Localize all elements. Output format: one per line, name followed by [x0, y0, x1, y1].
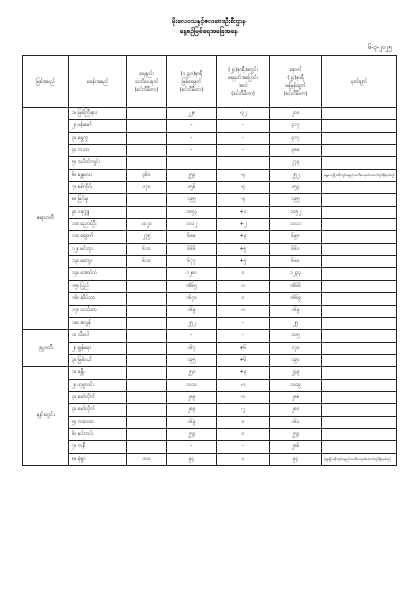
remark-cell [322, 428, 397, 440]
forecast-cell: ၂၅၄ [270, 428, 322, 440]
change-cell: +၃ [217, 231, 270, 243]
danger-level-cell [127, 404, 167, 416]
forecast-cell: ၁၁၁၁ [270, 219, 322, 231]
previous-level-cell: ၁၂၈၀ [167, 268, 217, 280]
forecast-cell: ၁၅၃ [270, 182, 322, 194]
forecast-cell: ၆၈၀ [270, 256, 322, 268]
change-cell: -၃၂ [217, 108, 270, 120]
change-cell: -၁ [217, 305, 270, 317]
station-cell: ၃။ မြစ်ငယ် [69, 354, 127, 366]
previous-level-cell: ၁၀၅၃ [167, 206, 217, 218]
previous-level-cell: ၂၅၂ [167, 317, 217, 329]
remark-cell [322, 194, 397, 206]
danger-level-cell [127, 428, 167, 440]
danger-level-cell [127, 391, 167, 403]
danger-level-cell [127, 441, 167, 453]
danger-level-cell: ၂၇၅ [127, 231, 167, 243]
forecast-cell: ၃၈၈ [270, 145, 322, 157]
page-title: မိုးလေဝသနှင့်ဇလဗေဒဦးစီးဌာန [171, 17, 246, 25]
change-cell: - [217, 145, 270, 157]
danger-level-cell [127, 330, 167, 342]
previous-level-cell: ၂၈၉ [167, 391, 217, 403]
change-cell: +၅ [217, 256, 270, 268]
remark-cell [322, 132, 397, 144]
region-cell: ဧရာဝတီ [23, 108, 69, 330]
remark-cell [322, 293, 397, 305]
change-cell: - [217, 317, 270, 329]
forecast-cell: ၁၆၉ [270, 305, 322, 317]
table-row [23, 169, 397, 181]
forecast-cell: ၂၄၉ [270, 367, 322, 379]
change-cell: ၀ [217, 453, 270, 465]
header-region: မြစ်အမည် [23, 56, 69, 108]
station-cell: ၁။ ခန္တီး [69, 367, 127, 379]
danger-level-cell: ၁၀၀ [127, 453, 167, 465]
remark-cell [322, 145, 397, 157]
region-cell: ချင်းတွင်း [23, 367, 69, 466]
remark-cell [322, 108, 397, 120]
station-cell: ၁။ မြစ်ကြီးနား [69, 108, 127, 120]
header-station: စခန်းအမည် [69, 56, 127, 108]
remark-cell [322, 219, 397, 231]
table-row [23, 182, 397, 194]
previous-level-cell: - [167, 120, 217, 132]
page-subtitle: နေ့စဉ်မြစ်ရေအခြေအနေ [179, 27, 238, 35]
table-row [23, 132, 397, 144]
remark-cell [322, 305, 397, 317]
remark-cell [322, 243, 397, 255]
change-cell: - [217, 330, 270, 342]
forecast-cell: ၁၂၃၃ [270, 268, 322, 280]
danger-level-cell: ၁၀၂၀ [127, 219, 167, 231]
change-cell: -၁ [217, 280, 270, 292]
change-cell: -၄ [217, 182, 270, 194]
danger-level-cell [127, 157, 167, 169]
change-cell: +၂ [217, 219, 270, 231]
danger-level-cell: ၃၆၀ [127, 169, 167, 181]
forecast-cell: ၂၅ [270, 317, 322, 329]
remark-cell [322, 182, 397, 194]
change-cell: ၀ [217, 428, 270, 440]
previous-level-cell: ၁၁၁၀ [167, 379, 217, 391]
danger-level-cell: ၆၁၀ [127, 243, 167, 255]
header-row [23, 56, 397, 108]
station-cell: ၂။ ဗန်းမော် [69, 120, 127, 132]
previous-level-cell: ၉၄ [167, 453, 217, 465]
forecast-cell: ၁၀၅၂ [270, 206, 322, 218]
remark-cell: မန္တလေးမြို့အနီးတွင်ရေနည်းသတိပေးမှတ်အောက်တွင်ရှိနေပါမည် [322, 169, 397, 181]
remark-cell [322, 231, 397, 243]
remark-cell [322, 342, 397, 354]
forecast-cell: ၂၅၂ [270, 169, 322, 181]
previous-level-cell: - [167, 145, 217, 157]
change-cell: +၁ [217, 206, 270, 218]
station-cell: ၉။ ပခုက္ကူ [69, 206, 127, 218]
table-row [23, 404, 397, 416]
station-cell: ၅။ ကလေးဝ [69, 416, 127, 428]
forecast-cell: ၁၁၀၉ [270, 379, 322, 391]
table-row [23, 293, 397, 305]
remark-cell [322, 379, 397, 391]
table-row [23, 268, 397, 280]
previous-level-cell: ၆၇၇ [167, 256, 217, 268]
danger-level-cell [127, 268, 167, 280]
station-cell: ၁၁။ ချောက် [69, 231, 127, 243]
previous-level-cell: ၂၈၉ [167, 404, 217, 416]
table-row [23, 367, 397, 379]
station-cell: ၇။ ကနီ [69, 441, 127, 453]
region-cell: ဒုဋ္ဌဝတီ [23, 330, 69, 367]
station-cell: ၁၅။ ပြည် [69, 280, 127, 292]
danger-level-cell [127, 342, 167, 354]
table-row [23, 441, 397, 453]
previous-level-cell: ၂၅၄ [167, 428, 217, 440]
station-cell: ၈။ မြင်းမူ [69, 194, 127, 206]
forecast-cell: ၁၇၀ [270, 342, 322, 354]
forecast-cell: ၂၈၆ [270, 441, 322, 453]
station-cell: ၆။ မန္တလေး [69, 169, 127, 181]
header-current: နောက် (၂၄)နာရီ ခန့်မှန်းချက် (စင်တီမီတာ) [270, 56, 322, 108]
remark-cell [322, 157, 397, 169]
station-cell: ၁၄။ အောင်လံ [69, 268, 127, 280]
forecast-cell: ၃၁၇ [270, 132, 322, 144]
danger-level-cell [127, 379, 167, 391]
remark-cell [322, 354, 397, 366]
remark-cell: မုံရွာမြို့အနီးတွင်ရေနည်းသတိပေးမှတ်အောက်တွင်ရှိနေပါမည် [322, 453, 397, 465]
forecast-cell: ၂၀၀ [270, 108, 322, 120]
danger-level-cell [127, 367, 167, 379]
previous-level-cell: ၂၅၄ [167, 169, 217, 181]
danger-level-cell: ၆၁၀ [127, 256, 167, 268]
forecast-cell: ၉၃ [270, 453, 322, 465]
station-cell: ၁၃။ မကွေး [69, 256, 127, 268]
table-row [23, 330, 397, 342]
previous-level-cell: ၁၁၁၂ [167, 219, 217, 231]
change-cell: +၆ [217, 342, 270, 354]
station-cell: ၄။ မော်လိုက် [69, 404, 127, 416]
forecast-cell: ၃၁၇ [270, 120, 322, 132]
danger-level-cell [127, 305, 167, 317]
danger-level-cell [127, 145, 167, 157]
forecast-cell: ၁၆၆၆ [270, 280, 322, 292]
previous-level-cell: ၁၅၆ [167, 182, 217, 194]
danger-level-cell [127, 280, 167, 292]
remark-cell [322, 256, 397, 268]
change-cell: - [217, 132, 270, 144]
table-row [23, 379, 397, 391]
station-cell: ၈။ မုံရွာ [69, 453, 127, 465]
table-row [23, 120, 397, 132]
change-cell: ၀ [217, 268, 270, 280]
station-cell: ၆။ မင်းကင်း [69, 428, 127, 440]
station-cell: ၃။ မော်လိုက် [69, 391, 127, 403]
table-row [23, 256, 397, 268]
forecast-cell: ၁၆၆၉ [270, 293, 322, 305]
previous-level-cell: - [167, 330, 217, 342]
remark-cell [322, 367, 397, 379]
forecast-cell: ၆၉၀ [270, 231, 322, 243]
previous-level-cell: - [167, 441, 217, 453]
previous-level-cell: ၂၂၈ [167, 108, 217, 120]
remark-cell [322, 280, 397, 292]
forecast-cell: ၁၉၀ [270, 354, 322, 366]
header-danger: ရေနည်း သတိပေးမှတ် (စင်တီမီတာ) [127, 56, 167, 108]
table-row [23, 194, 397, 206]
previous-level-cell: ၁၆၇၀ [167, 293, 217, 305]
table-row [23, 453, 397, 465]
previous-level-cell: ၁၉၅ [167, 194, 217, 206]
forecast-cell: ၂၈၀ [270, 404, 322, 416]
change-cell: +၃ [217, 367, 270, 379]
previous-level-cell: ၁၉၅ [167, 354, 217, 366]
report-date: ၆-၃-၂၀၂၅ [368, 44, 392, 51]
station-cell: ၄။ ကသာ [69, 145, 127, 157]
previous-level-cell: ၆၆၆ [167, 243, 217, 255]
change-cell: - [217, 120, 270, 132]
change-cell: - [217, 441, 270, 453]
table-row [23, 342, 397, 354]
table-row [23, 305, 397, 317]
table-row [23, 243, 397, 255]
header-remark: မှတ်ချက် [322, 56, 397, 108]
forecast-cell: ၁၆၀ [270, 416, 322, 428]
water-level-table [22, 55, 397, 466]
previous-level-cell: ၁၆၆၅ [167, 280, 217, 292]
table-row [23, 317, 397, 329]
remark-cell [322, 441, 397, 453]
table-row [23, 391, 397, 403]
change-cell: +၆ [217, 354, 270, 366]
table-row [23, 231, 397, 243]
forecast-cell: ၁၉၅ [270, 194, 322, 206]
previous-level-cell [167, 157, 217, 169]
table-body [23, 108, 397, 466]
change-cell [217, 157, 270, 169]
forecast-cell: ၁၀၅ [270, 330, 322, 342]
table-row [23, 157, 397, 169]
station-cell: ၁၈။ ဇလွန် [69, 317, 127, 329]
forecast-cell: ၂၈၈ [270, 391, 322, 403]
station-cell: ၂။ ဟုမ္မလင်း [69, 379, 127, 391]
previous-level-cell: ၁၆၉ [167, 305, 217, 317]
station-cell: ၁၂။ မင်းဘူး [69, 243, 127, 255]
previous-level-cell: ၆၈၈ [167, 231, 217, 243]
previous-level-cell: - [167, 132, 217, 144]
previous-level-cell: ၁၆၉ [167, 416, 217, 428]
danger-level-cell [127, 120, 167, 132]
change-cell: +၅ [217, 243, 270, 255]
previous-level-cell: ၁၆၇ [167, 342, 217, 354]
table-row [23, 206, 397, 218]
danger-level-cell [127, 194, 167, 206]
table-row [23, 145, 397, 157]
change-cell: ၀ [217, 293, 270, 305]
remark-cell [322, 391, 397, 403]
change-cell: ၀ [217, 416, 270, 428]
remark-cell [322, 317, 397, 329]
danger-level-cell [127, 354, 167, 366]
header-prev: (၁၂၃၀)နာရီ မြစ်ရေမှတ် (စင်တီမီတာ) [167, 56, 217, 108]
table-row [23, 416, 397, 428]
remark-cell [322, 330, 397, 342]
danger-level-cell [127, 206, 167, 218]
header-change: (၂၄)နာရီအတွင်း ရေမှတ်အပြောင်း အလဲ (စင်တီမီတာ) [217, 56, 270, 108]
forecast-cell: ၆၆၀ [270, 243, 322, 255]
danger-level-cell [127, 317, 167, 329]
station-cell: ၃။ ရွှေကူ [69, 132, 127, 144]
forecast-cell: ၂၇၃ [270, 157, 322, 169]
change-cell: -၄ [217, 169, 270, 181]
remark-cell [322, 268, 397, 280]
change-cell: -၁ [217, 379, 270, 391]
table-row [23, 428, 397, 440]
danger-level-cell [127, 293, 167, 305]
danger-level-cell [127, 132, 167, 144]
station-cell: ၁၇။ ဟင်္သာတ [69, 305, 127, 317]
table-row [23, 354, 397, 366]
previous-level-cell: ၂၅၀ [167, 367, 217, 379]
remark-cell [322, 416, 397, 428]
station-cell: ၂။ ချွန်ဖရာ [69, 342, 127, 354]
change-cell: -၁ [217, 391, 270, 403]
station-cell: ၁၀။ ညောင်ဦး [69, 219, 127, 231]
change-cell: -၃ [217, 194, 270, 206]
station-cell: ၇။ စစ်ကိုင်း [69, 182, 127, 194]
danger-level-cell [127, 108, 167, 120]
station-cell: ၁။ သီပေါ [69, 330, 127, 342]
station-cell: ၅။ သပိတ်ကျင်း [69, 157, 127, 169]
table-row [23, 219, 397, 231]
station-cell: ၁၆။ ဆိပ်သာ [69, 293, 127, 305]
change-cell: -၂ [217, 404, 270, 416]
table-row [23, 108, 397, 120]
danger-level-cell [127, 416, 167, 428]
remark-cell [322, 404, 397, 416]
table-row [23, 280, 397, 292]
danger-level-cell: ၁၇၀ [127, 182, 167, 194]
remark-cell [322, 206, 397, 218]
remark-cell [322, 120, 397, 132]
